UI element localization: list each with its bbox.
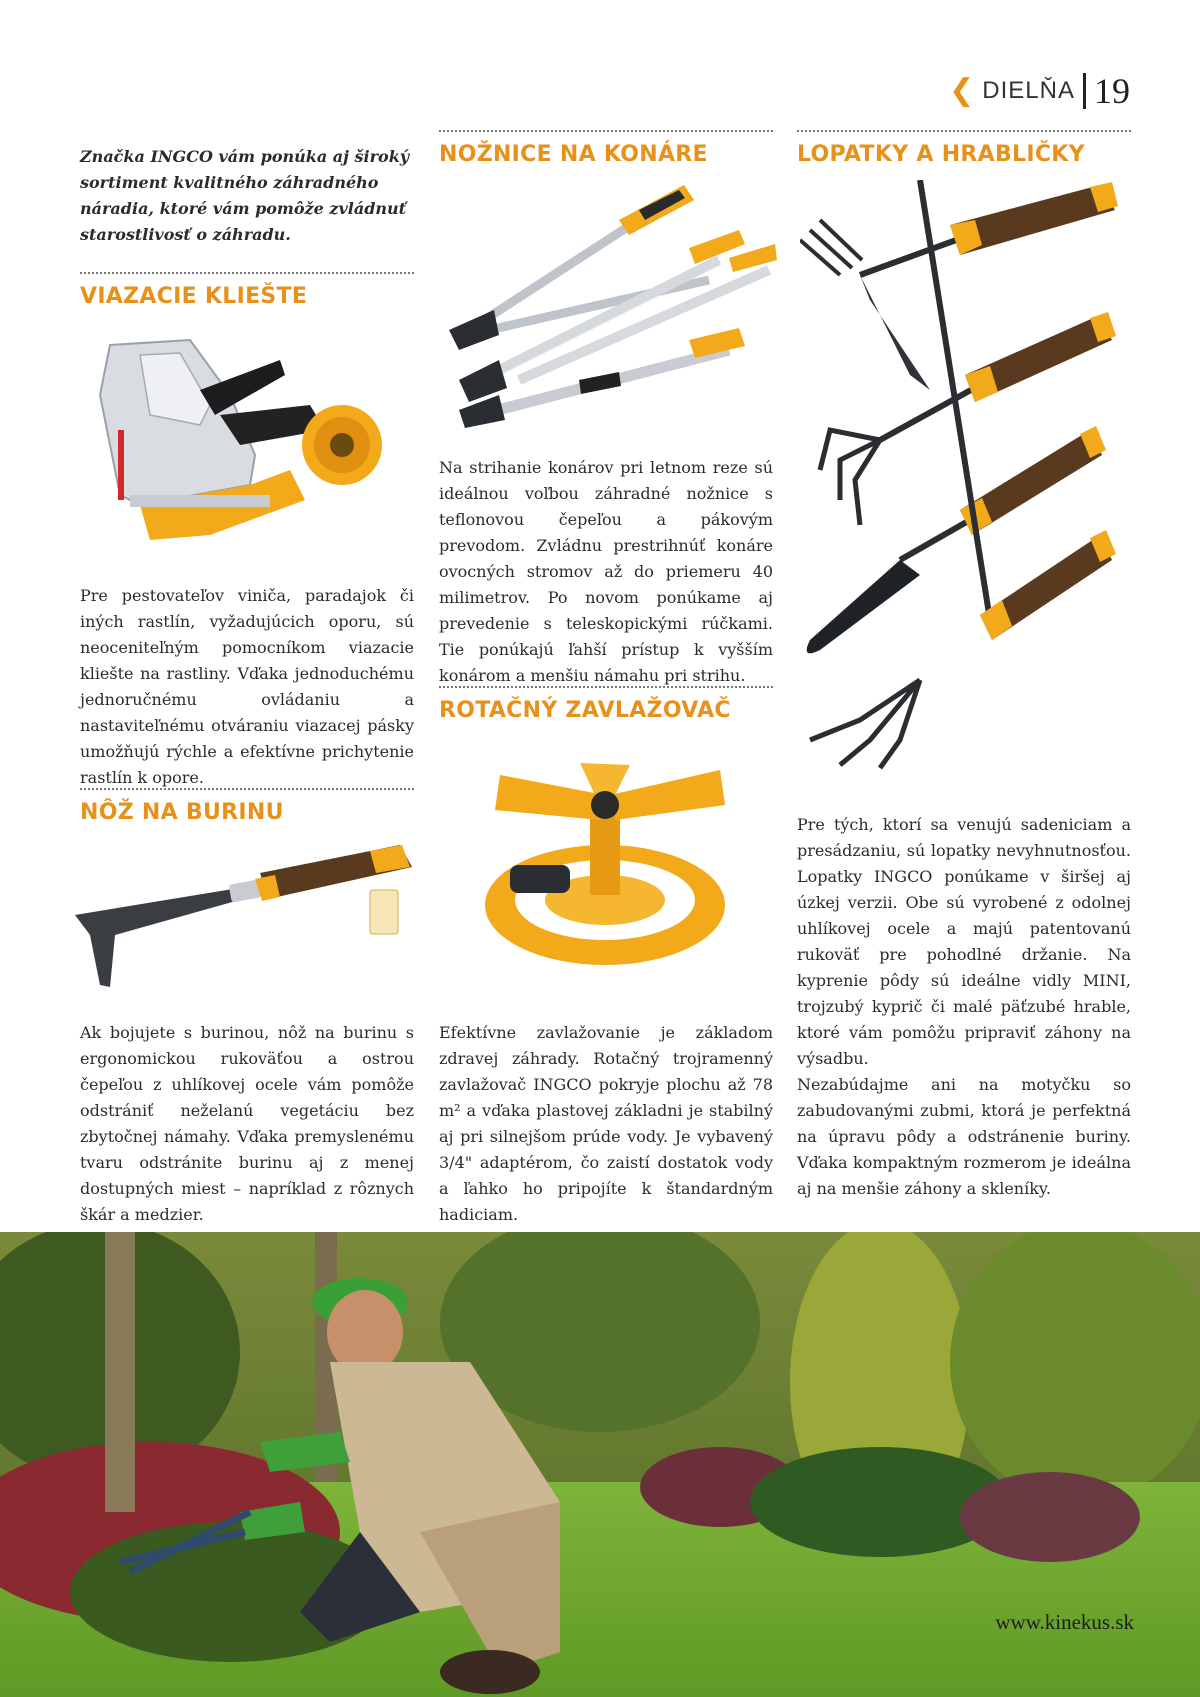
text-lopatky-1: Pre tých, ktorí sa venujú sadeniciam a presádzaniu, sú lopatky nevyhnutnosťou. Lopatky INGCO ponúkame v širšej aj úzkej verzii. Obe sú vyrobené z odolnej uhlíkovej ocele a majú patentovanú rukoväť pre pohodlné držanie. Na kyprenie pôdy sú ideálne vidly MINI, trojzubý kyprič či malé päťzubé hrable, ktoré vám pomôžu pripraviť záhony na výsadbu. [797, 815, 1131, 1068]
text-viazacie-klieste: Pre pestovateľov viniča, paradajok či iných rastlín, vyžadujúcich oporu, sú neoceniteľným pomocníkom viazacie kliešte na rastliny. Vďaka jednoduchému jednoručnému ovládaniu a nastaviteľnému otváraniu viazacej pásky umožňujú rýchle a efektívne prichytenie rastlín k opore. [80, 586, 414, 787]
page-number: 19 [1094, 71, 1130, 111]
intro-text: Značka INGCO vám ponúka aj široký sortiment kvalitného záhradného náradia, ktoré vám pomôže zvládnuť starostlivosť o záhradu. [80, 147, 410, 244]
heading-noz-na-burinu: NÔŽ NA BURINU [80, 800, 284, 825]
garden-hand-tools-image [800, 180, 1140, 770]
heading-rotacny-zavlazovac: ROTAČNÝ ZAVLAŽOVAČ [439, 698, 731, 723]
heading-noznice-na-konare: NOŽNICE NA KONÁRE [439, 142, 708, 167]
website-url: www.kinekus.sk [995, 1610, 1134, 1634]
page-header [949, 70, 1130, 112]
text-noznice-na-konare: Na strihanie konárov pri letnom reze sú ideálnou voľbou záhradné nožnice s teflonovou čepeľou a pákovým prevodom. Zvládnu prestrihnúť konáre ovocných stromov až do priemeru 40 milimetrov. Po novom ponúkame aj prevedenie s teleskopickými rúčkami. Tie ponúkajú ľahší prístup k vyšším konárom a menšiu námahu pri strihu. [439, 458, 773, 685]
tying-pliers-image [80, 335, 414, 560]
text-noz-na-burinu: Ak bojujete s burinou, nôž na burinu s ergonomickou rukoväťou a ostrou čepeľou z uhlíkovej ocele vám pomôže odstrániť neželanú vegetáciu bez zbytočnej námahy. Vďaka premyslenému tvaru odstránite burinu aj z menej dostupných miest – napríklad z rôznych škár a medzier. [80, 1023, 414, 1224]
heading-lopatky-a-hrablicky: LOPATKY A HRABLIČKY [797, 142, 1085, 167]
header-separator [1083, 73, 1086, 109]
sprinkler-image [470, 755, 740, 975]
chevron-left-icon: ❮ [949, 73, 975, 108]
divider [80, 788, 414, 790]
text-lopatky-2: Nezabúdajme ani na motyčku so zabudovanými zubmi, ktorá je perfektná na úpravu pôdy a odstránenie buriny. Vďaka kompaktným rozmerom je ideálna aj na menšie záhony a skleníky. [797, 1075, 1131, 1198]
weed-knife-image [70, 835, 420, 995]
divider [439, 130, 773, 132]
divider [797, 130, 1131, 132]
divider [80, 272, 414, 274]
section-label: DIELŇA [982, 77, 1075, 104]
loppers-image [439, 180, 779, 430]
divider [439, 686, 773, 688]
heading-viazacie-klieste: VIAZACIE KLIEŠTE [80, 284, 308, 309]
text-rotacny-zavlazovac: Efektívne zavlažovanie je základom zdravej záhrady. Rotačný trojramenný zavlažovač INGCO pokryje plochu až 78 m² a vďaka plastovej základni je stabilný aj pri silnejšom prúde vody. Je vybavený 3/4" adaptérom, čo zaistí dostatok vody a ľahko ho pripojíte k štandardným hadiciam. [439, 1023, 773, 1224]
